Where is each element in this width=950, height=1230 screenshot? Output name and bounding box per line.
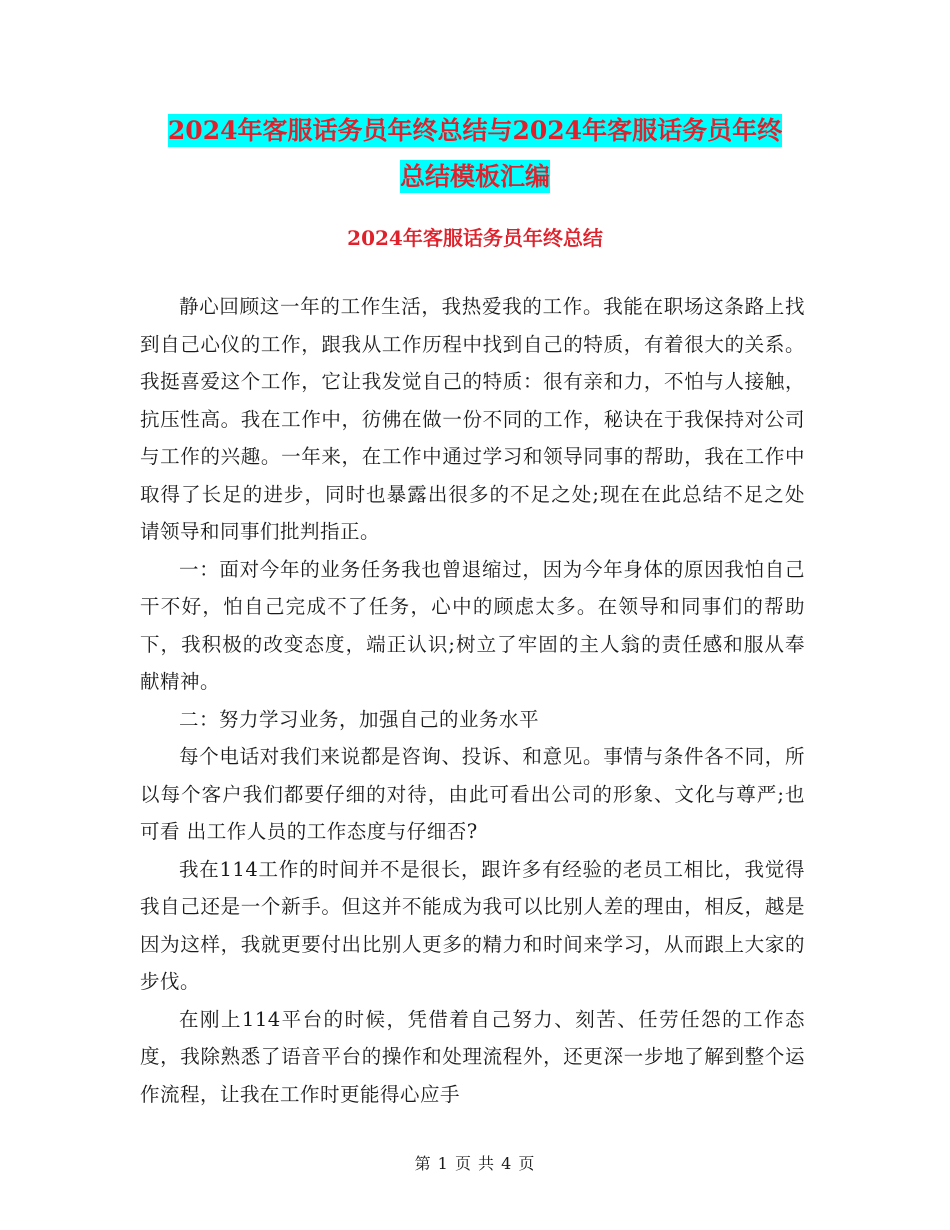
section-title: 2024年客服话务员年终总结 (347, 226, 603, 250)
paragraph-1: 静心回顾这一年的工作生活，我热爱我的工作。我能在职场这条路上找到自己心仪的工作，跟我从工作历程中找到自己的特质，有着很大的关系。我挺喜爱这个工作，它让我发觉自己的特质：很有亲和力，不怕与人接触，抗压性高。我在工作中，彷佛在做一份不同的工作，秘诀在于我保持对公司与工作的兴趣。一年来，在工作中通过学习和领导同事的帮助，我在工作中取得了长足的进步，同时也暴露出很多的不足之处;现在在此总结不足之处请领导和同事们批判指正。 (140, 295, 805, 543)
document-title-line-1: 2024年客服话务员年终总结与2024年客服话务员年终 (167, 116, 783, 145)
paragraph-6: 在刚上114平台的时候，凭借着自己努力、刻苦、任劳任怨的工作态度，我除熟悉了语音平台的操作和处理流程外，还更深一步地了解到整个运作流程，让我在工作时更能得心应手 (140, 1007, 805, 1106)
paragraph-5: 我在114工作的时间并不是很长，跟许多有经验的老员工相比，我觉得我自己还是一个新手。但这并不能成为我可以比别人差的理由，相反，越是因为这样，我就更要付出比别人更多的精力和时间来学习，从而跟上大家的步伐。 (140, 857, 805, 993)
document-title-line-2: 总结模板汇编 (399, 162, 550, 191)
page-footer: 第 1 页 共 4 页 (414, 1154, 536, 1173)
document-body (140, 288, 805, 1113)
document-title (150, 108, 800, 200)
paragraph-4: 每个电话对我们来说都是咨询、投诉、和意见。事情与条件各不同，所以每个客户我们都要仔细的对待，由此可看出公司的形象、文化与尊严;也可看 出工作人员的工作态度与仔细否? (140, 745, 805, 843)
paragraph-2: 一：面对今年的业务任务我也曾退缩过，因为今年身体的原因我怕自己干不好，怕自己完成不了任务，心中的顾虑太多。在领导和同事们的帮助下，我积极的改变态度，端正认识;树立了牢固的主人翁的责任感和服从奉献精神。 (140, 557, 805, 693)
paragraph-3: 二：努力学习业务，加强自己的业务水平 (179, 707, 540, 731)
